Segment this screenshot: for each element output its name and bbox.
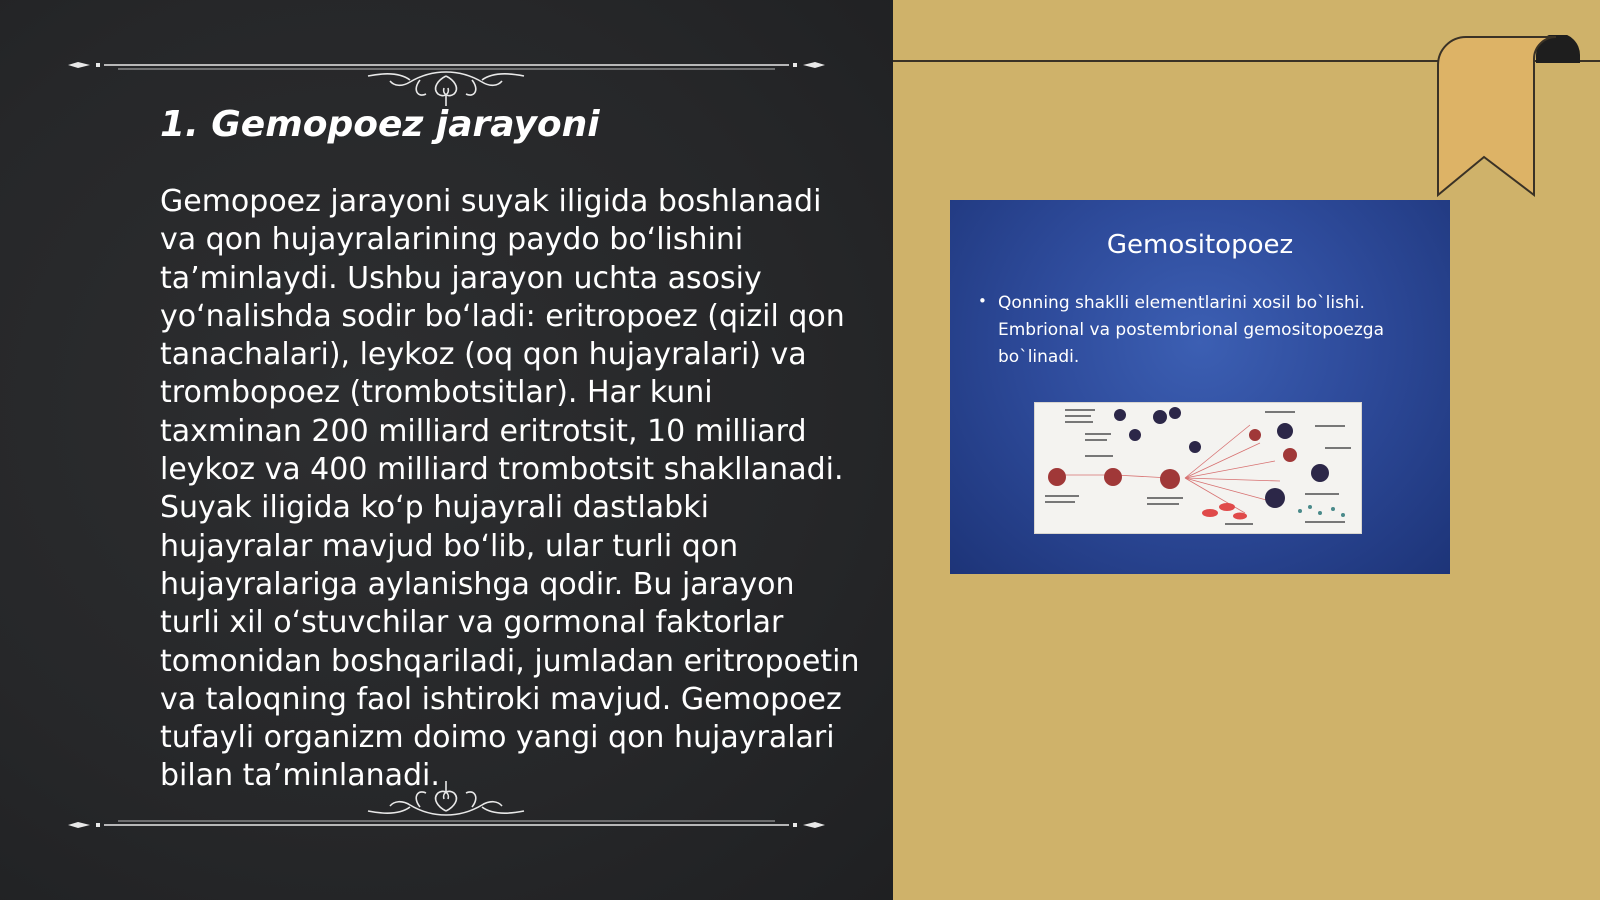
bookmark-ribbon-icon bbox=[1436, 35, 1581, 200]
top-ornament-border bbox=[68, 50, 825, 110]
embedded-slide-image bbox=[950, 200, 1450, 574]
hematopoiesis-diagram bbox=[1034, 402, 1362, 534]
embedded-slide-bullet-text: Qonning shaklli elementlarini xosil bo`lishi. Embrional va postembrional gemositopoezga bo`linadi. bbox=[998, 293, 1385, 367]
bullet-icon: • bbox=[978, 292, 987, 310]
bottom-ornament-border bbox=[68, 775, 825, 835]
slide-body-text: Gemopoez jarayoni suyak iligida boshlanadi va qon hujayralarining paydo bo‘lishini ta’minlaydi. Ushbu jarayon uchta asosiy yo‘nalishda sodir bo‘ladi: eritropoez (qizil qon tanachalari), leykoz (oq qon hujayralari) va trombopoez (trombotsitlar). Har kuni taxminan 200 milliard eritrotsit, 10 milliard leykoz va 400 milliard trombotsit shakllanadi. Suyak iligida ko‘p hujayrali dastlabki hujayralar mavjud bo‘lib, ular turli qon hujayralariga aylanishga qodir. Bu jarayon turli xil o‘stuvchilar va gormonal faktorlar tomonidan boshqariladi, jumladan eritropoetin va taloqning faol ishtiroki mavjud. Gemopoez tufayli organizm doimo yangi qon hujayralari bilan ta’minlanadi. bbox=[160, 184, 860, 794]
slide-title: 1. Gemopoez jarayoni bbox=[160, 104, 600, 145]
embedded-slide-title: Gemositopoez bbox=[1106, 230, 1294, 260]
